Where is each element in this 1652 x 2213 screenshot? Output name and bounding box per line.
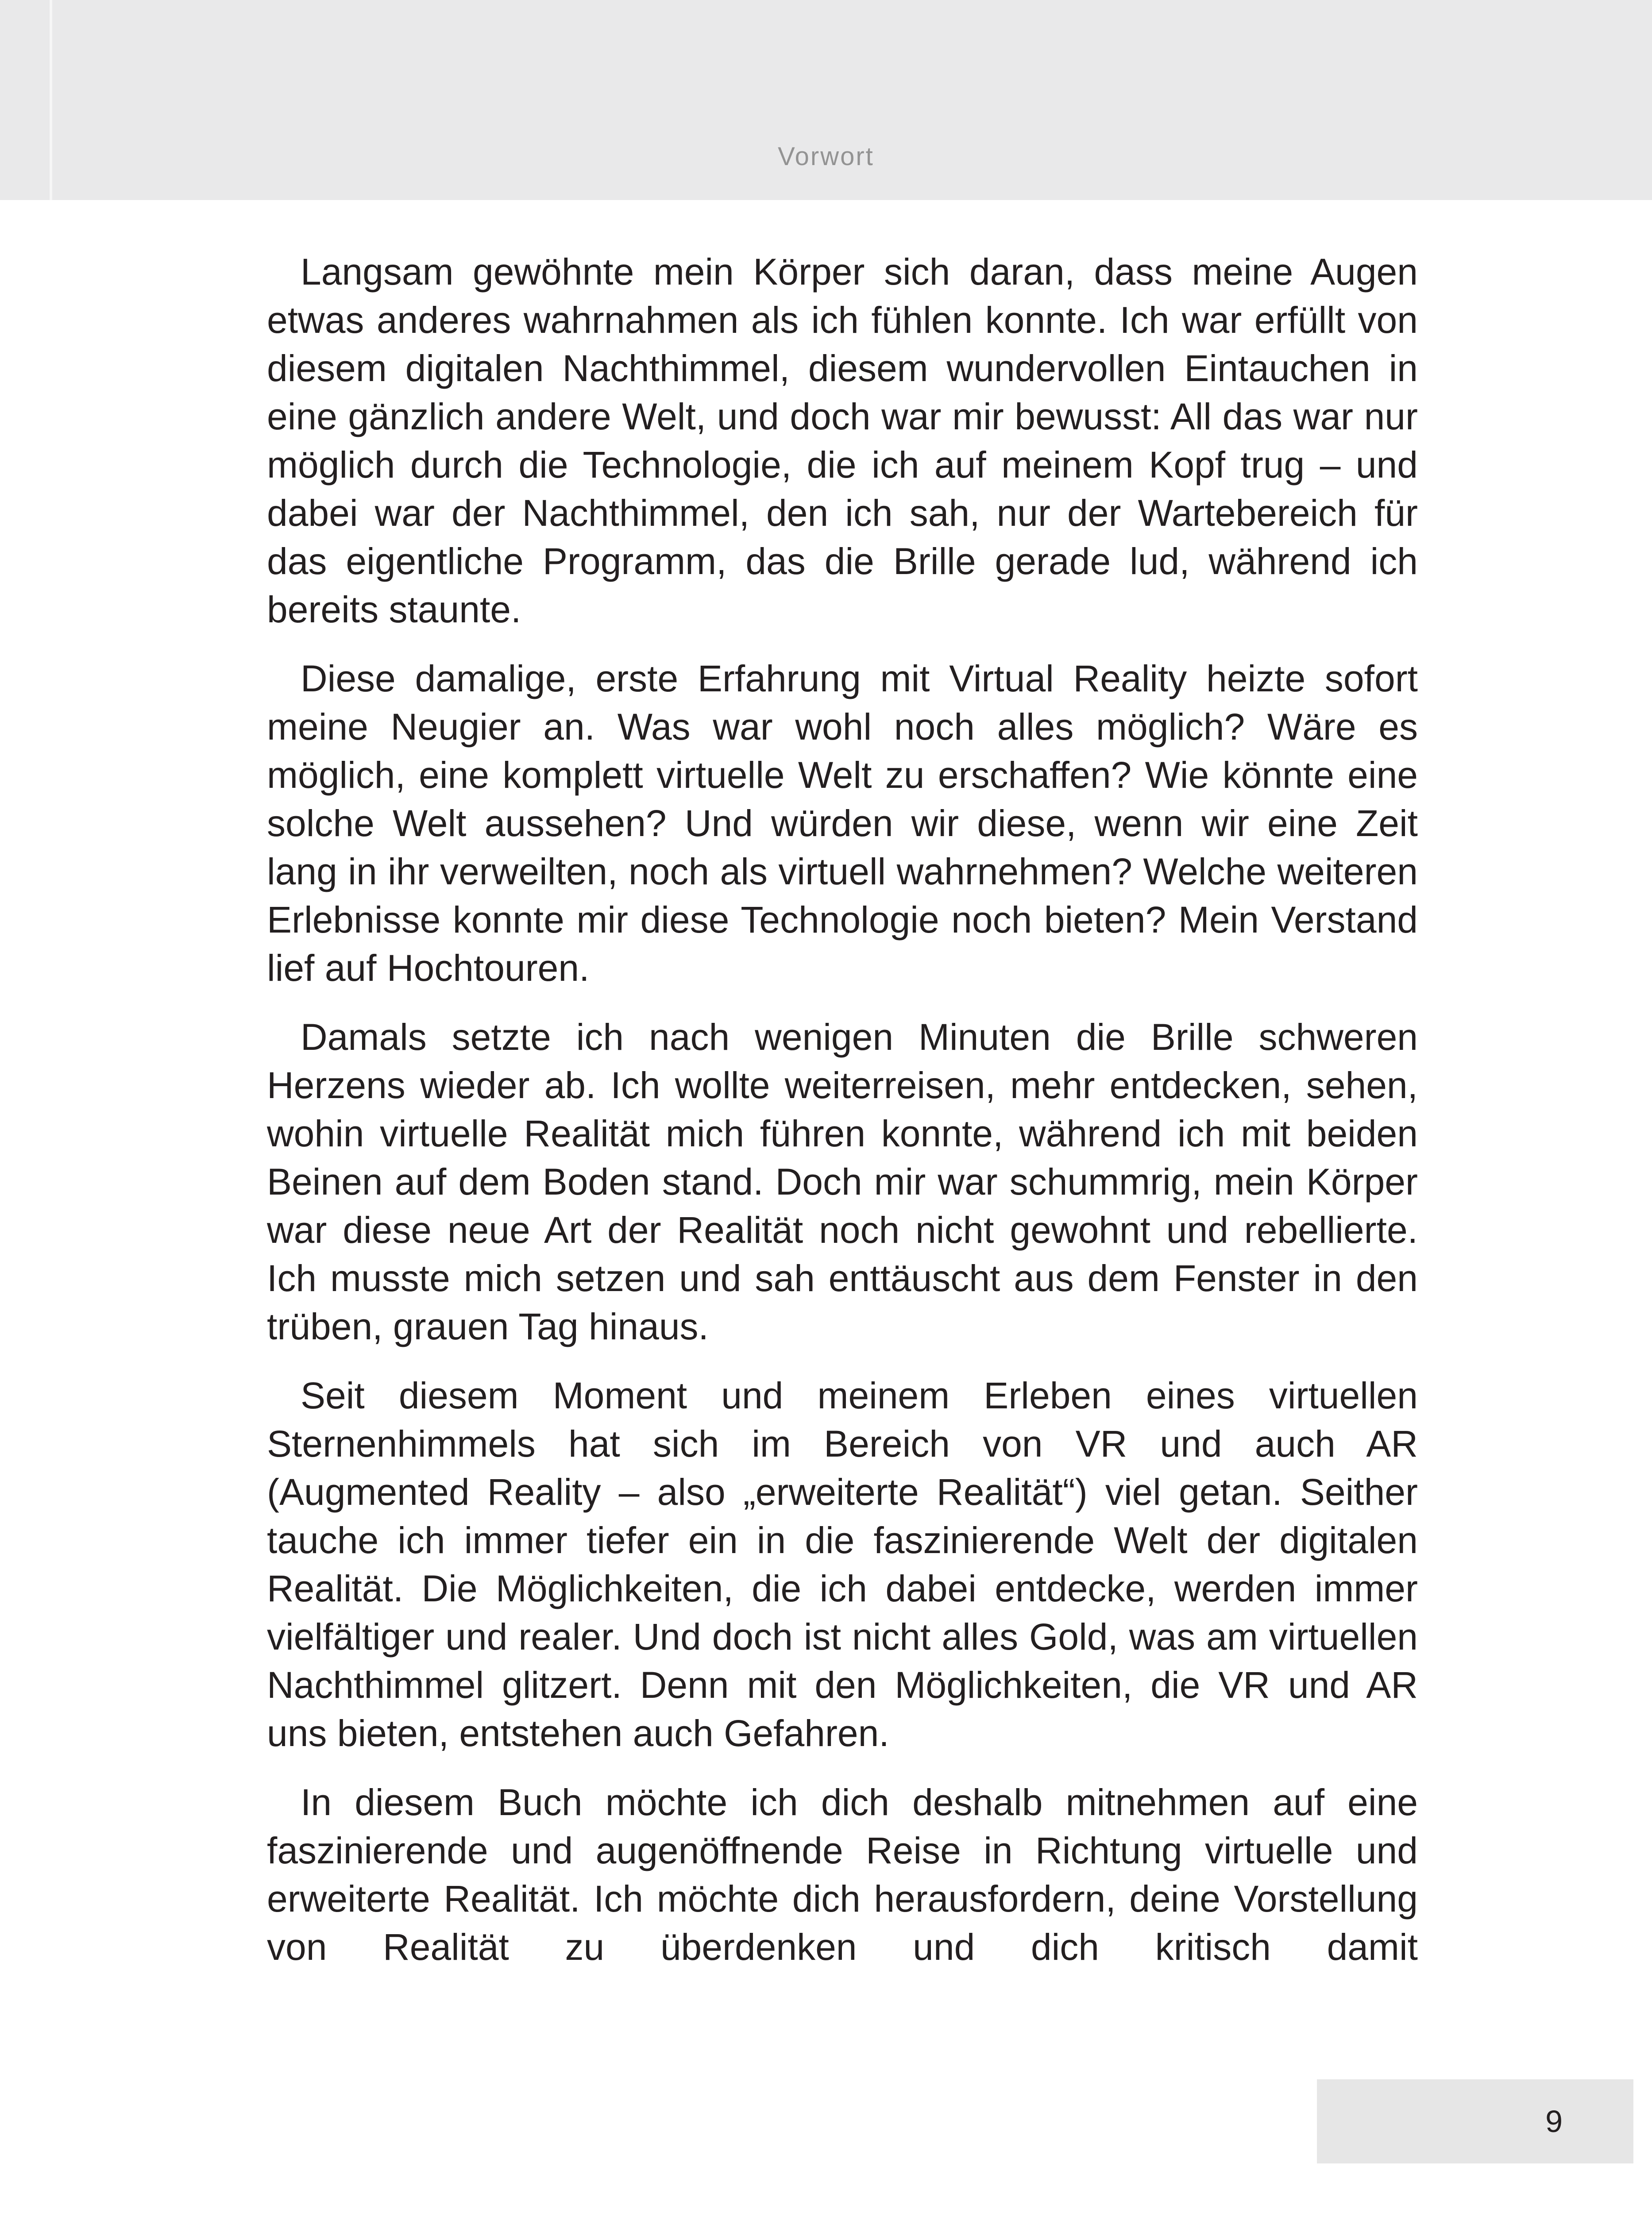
running-header-band (0, 0, 1652, 200)
paragraph: In diesem Buch möchte ich dich deshalb mitnehmen auf eine faszinierende und augenöffnende Reise in Richtung virtuelle und erweiterte Realität. Ich möchte dich herausfordern, deine Vorstellung von Realität zu überdenken und dich kritisch damit (267, 1781, 1418, 1968)
paragraph: Damals setzte ich nach wenigen Minuten die Brille schweren Herzens wieder ab. Ich wollte weiterreisen, mehr entdecken, sehen, wohin virtuelle Realität mich führen konnte, während ich mit beiden Beinen auf dem Boden stand. Doch mir war schummrig, mein Körper war diese neue Art der Realität noch nicht gewohnt und rebellierte. Ich musste mich setzen und sah enttäuscht aus dem Fenster in den trüben, grauen Tag hinaus. (267, 1016, 1418, 1347)
header-edge-stripe (50, 0, 52, 200)
running-head-title: Vorwort (778, 142, 874, 171)
body-text (267, 248, 1418, 1971)
page-number: 9 (1545, 2104, 1563, 2139)
page-number-box (1317, 2079, 1633, 2163)
paragraph: Langsam gewöhnte mein Körper sich daran, dass meine Augen etwas anderes wahrnahmen als ich fühlen konnte. Ich war erfüllt von diesem digitalen Nachthimmel, diesem wundervollen Eintauchen in eine gänzlich andere Welt, und doch war mir bewusst: All das war nur möglich durch die Technologie, die ich auf meinem Kopf trug – und dabei war der Nachthimmel, den ich sah, nur der Wartebereich für das eigentliche Programm, das die Brille gerade lud, während ich bereits staunte. (267, 251, 1418, 630)
paragraph: Seit diesem Moment und meinem Erleben eines virtuellen Sternenhimmels hat sich im Bereich von VR und auch AR (Augmented Reality – also „erweiterte Realität“) viel getan. Seither tauche ich immer tiefer ein in die faszinierende Welt der digitalen Realität. Die Möglichkeiten, die ich dabei entdecke, werden immer vielfältiger und realer. Und doch ist nicht alles Gold, was am virtuellen Nachthimmel glitzert. Denn mit den Möglichkeiten, die VR und AR uns bieten, entstehen auch Gefahren. (267, 1375, 1418, 1754)
paragraph: Diese damalige, erste Erfahrung mit Virtual Reality heizte sofort meine Neugier an. Was war wohl noch alles möglich? Wäre es möglich, eine komplett virtuelle Welt zu erschaffen? Wie könnte eine solche Welt aussehen? Und würden wir diese, wenn wir eine Zeit lang in ihr verweilten, noch als virtuell wahrnehmen? Welche weiteren Erlebnisse konnte mir diese Technologie noch bieten? Mein Verstand lief auf Hochtouren. (267, 658, 1418, 989)
